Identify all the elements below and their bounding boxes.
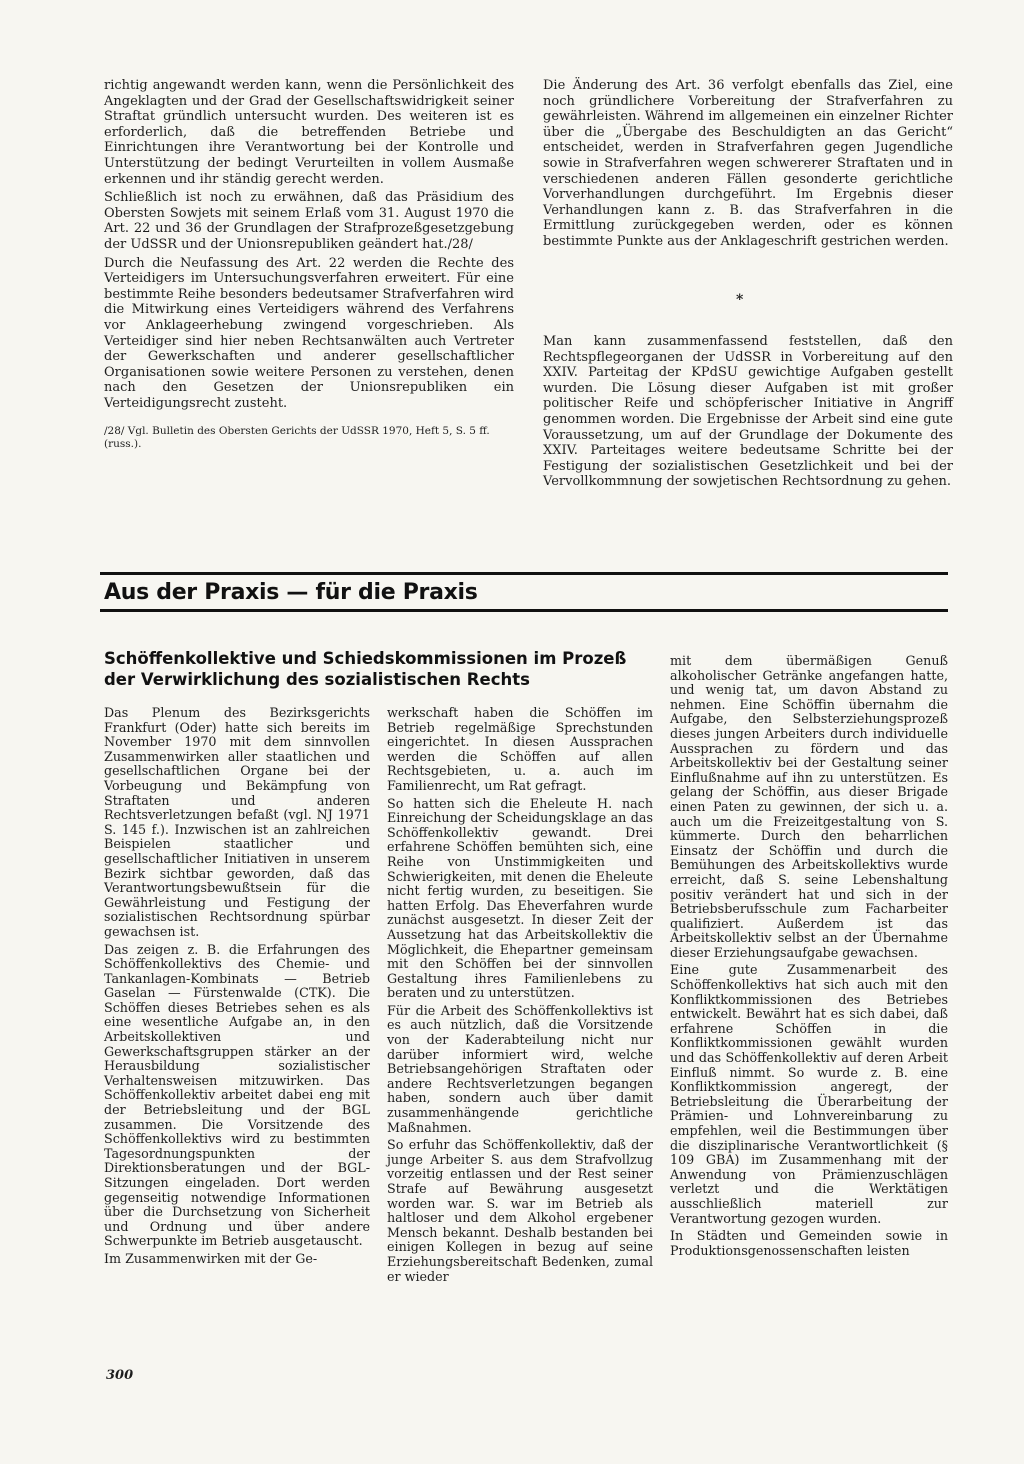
conclusion-paragraph: Man kann zusammenfassend feststellen, daß den Rechtspflegeorganen der UdSSR in Vorbereitung auf den XXIV. Parteitag der KPdSU gewichtige Aufgaben gestellt wurden. Die Lösung dieser Aufgaben ist mit großer politischer Reife und schöpferischer Initiative in Angriff genommen worden. Die Ergebnisse der Arbeit sind eine gute Voraussetzung, um auf der Grundlage der Dokumente des XXIV. Parteitages weitere bedeutsame Schritte bei der Festigung der sozialistischen Gesetzlichkeit und bei der Vervollkommnung der sowjetischen Rechtsordnung zu gehen.: [543, 334, 953, 490]
body-paragraph: werkschaft haben die Schöffen im Betrieb regelmäßige Sprechstunden eingerichtet. In diesen Aussprachen werden die Schöffen auf allen Rechtsgebieten, u. a. auch im Familienrecht, um Rat gefragt.: [387, 705, 653, 793]
body-paragraph: Das zeigen z. B. die Erfahrungen des Schöffenkollektivs des Chemie- und Tankanlagen-Kombinats — Betrieb Gaselan — Fürstenwalde (CTK). Die Schöffen dieses Betriebes sehen es als eine wesentliche Aufgabe an, in den Arbeitskollektiven und Gewerkschaftsgruppen stärker an der Herausbildung sozialistischer Verhaltensweisen mitzuwirken. Das Schöffenkollektiv arbeitet dabei eng mit der Betriebsleitung und der BGL zusammen. Die Vorsitzende des Schöffenkollektivs wird zu bestimmten Tagesordnungspunkten der Direktionsberatungen und der BGL-Sitzungen eingeladen. Dort werden gegenseitig notwendige Informationen über die Durchsetzung von Sicherheit und Ordnung und über andere Schwerpunkte im Betrieb ausgetauscht.: [104, 941, 370, 1249]
body-paragraph: Schließlich ist noch zu erwähnen, daß das Präsidium des Obersten Sowjets mit seinem Erlaß vom 31. August 1970 die Art. 22 und 36 der Grundlagen der Strafprozeßgesetzgebung der UdSSR und der Unionsrepubliken geändert hat./28/: [104, 190, 514, 252]
heading-rule-bottom: [100, 609, 948, 612]
conclusion-column: [543, 334, 953, 493]
heading-rule-top: [100, 572, 948, 575]
body-paragraph: So hatten sich die Eheleute H. nach Einreichung der Scheidungsklage an das Schöffenkollektiv gewandt. Drei erfahrene Schöffen bemühten sich, eine Reihe von Unstimmigkeiten und Schwierigkeiten, mit denen die Eheleute nicht fertig wurden, zu beseitigen. Sie hatten Erfolg. Das Eheverfahren wurde zunächst ausgesetzt. In dieser Zeit der Aussetzung hat das Arbeitskollektiv die Möglichkeit, die Ehepartner gemeinsam mit den Schöffen bei der sinnvollen Gestaltung ihres Familienlebens zu beraten und zu unterstützen.: [387, 795, 653, 1001]
body-paragraph: So erfuhr das Schöffenkollektiv, daß der junge Arbeiter S. aus dem Strafvollzug vorzeitig entlassen und der Rest seiner Strafe auf Bewährung ausgesetzt worden war. S. war im Betrieb als haltloser und dem Alkohol ergebener Mensch bekannt. Deshalb bestanden bei einigen Kollegen in bezug auf seine Erziehungsbereitschaft Bedenken, zumal er wieder: [387, 1137, 653, 1284]
body-paragraph: Die Änderung des Art. 36 verfolgt ebenfalls das Ziel, eine noch gründlichere Vorbereitung der Strafverfahren zu gewährleisten. Während im allgemeinen ein einzelner Richter über die „Übergabe des Beschuldigten an das Gericht“ entscheidet, werden in Strafverfahren gegen Jugendliche sowie in Strafverfahren wegen schwererer Straftaten und in verschiedenen anderen Fällen gesonderte gerichtliche Vorverhandlungen durchgeführt. Im Ergebnis dieser Verhandlungen kann z. B. das Strafverfahren in die Ermittlung zurückgegeben werden, oder es können bestimmte Punkte aus der Anklageschrift gestrichen werden.: [543, 78, 953, 249]
section-separator: *: [736, 292, 744, 308]
upper-left-column: [104, 78, 514, 454]
body-paragraph: richtig angewandt werden kann, wenn die Persönlichkeit des Angeklagten und der Grad der Gesellschaftswidrigkeit seiner Straftat gründlich untersucht wurden. Des weiteren ist es erforderlich, daß die betreffenden Betriebe und Einrichtungen ihre Verantwortung bei der Kontrolle und Unterstützung der bedingt Verurteilten in vollem Ausmaße erkennen und ihr ständig gerecht werden.: [104, 78, 514, 187]
article-column-2: [387, 706, 653, 1287]
body-paragraph: Durch die Neufassung des Art. 22 werden die Rechte des Verteidigers im Untersuchungsverfahren erweitert. Für eine bestimmte Reihe besonders bedeutsamer Strafverfahren wird die Mitwirkung eines Verteidigers während des Verfahrens vor Anklageerhebung zwingend vorgeschrieben. Als Verteidiger sind hier neben Rechtsanwälten auch Vertreter der Gewerkschaften und anderer gesellschaftlicher Organisationen sowie weitere Personen zu verstehen, denen nach den Gesetzen der Unionsrepubliken ein Verteidigungsrecht zusteht.: [104, 255, 514, 411]
body-paragraph: Für die Arbeit des Schöffenkollektivs ist es auch nützlich, daß die Vorsitzende von der Kaderabteilung nicht nur darüber informiert wird, welche Betriebsangehörigen Straftaten oder andere Rechtsverletzungen begangen haben, sondern auch über damit zusammenhängende gerichtliche Maßnahmen.: [387, 1002, 653, 1135]
body-paragraph: mit dem übermäßigen Genuß alkoholischer Getränke angefangen hatte, und wenig tat, um davon Abstand zu nehmen. Eine Schöffin übernahm die Aufgabe, den Selbsterziehungsprozeß dieses jungen Arbeiters durch individuelle Aussprachen zu fördern und das Arbeitskollektiv bei der Gestaltung seiner Einflußnahme auf ihn zu unterstützen. Es gelang der Schöffin, aus dieser Brigade einen Paten zu gewinnen, der sich u. a. auch um die Freizeitgestaltung von S. kümmerte. Durch den beharrlichen Einsatz der Schöffin und durch die Bemühungen des Arbeitskollektivs wurde erreicht, daß S. seine Lebenshaltung positiv verändert hat und sich in der Betriebsberufsschule zum Facharbeiter qualifiziert. Außerdem ist das Arbeitskollektiv selbst an der Übernahme dieser Erziehungsaufgabe gewachsen.: [670, 653, 948, 960]
body-paragraph: In Städten und Gemeinden sowie in Produktionsgenossenschaften leisten: [670, 1228, 948, 1258]
body-paragraph: Im Zusammenwirken mit der Ge-: [104, 1250, 318, 1266]
article-title: Schöffenkollektive und Schiedskommissionen im Prozeß der Verwirklichung des sozialistischen Rechts: [104, 649, 627, 689]
article-column-3: [670, 654, 948, 1261]
body-paragraph: Das Plenum des Bezirksgerichts Frankfurt (Oder) hatte sich bereits im November 1970 mit dem sinnvollen Zusammenwirken aller staatlichen und gesellschaftlichen Organe bei der Vorbeugung und Bekämpfung von Straftaten und anderen Rechtsverletzungen befaßt (vgl. NJ 1971 S. 145 f.). Inzwischen ist an zahlreichen Beispielen staatlicher und gesellschaftlicher Initiativen in unserem Bezirk sichtbar geworden, daß das Verantwortungsbewußtsein für die Gewährleistung und Festigung der sozialistischen Rechtsordnung spürbar gewachsen ist.: [104, 705, 370, 939]
page-number: 300: [106, 1368, 134, 1383]
section-heading: Aus der Praxis — für die Praxis: [104, 580, 478, 605]
body-paragraph: Eine gute Zusammenarbeit des Schöffenkollektivs hat sich auch mit den Konfliktkommissionen des Betriebes entwickelt. Bewährt hat es sich dabei, daß erfahrene Schöffen in die Konfliktkommissionen gewählt wurden und das Schöffenkollektiv auf deren Arbeit Einfluß nimmt. So wurde z. B. eine Konfliktkommission angeregt, der Betriebsleitung die Überarbeitung der Prämien- und Lohnvereinbarung zu empfehlen, weil die Bestimmungen über die disziplinarische Verantwortlichkeit (§ 109 GBA) im Zusammenhang mit der Anwendung von Prämienzuschlägen verletzt und die Werktätigen ausschließlich materiell zur Verantwortung gezogen wurden.: [670, 962, 948, 1226]
upper-right-column: [543, 78, 953, 253]
footnote: /28/ Vgl. Bulletin des Obersten Gerichts der UdSSR 1970, Heft 5, S. 5 ff. (russ.).: [104, 425, 490, 451]
article-column-1: [104, 706, 370, 1270]
